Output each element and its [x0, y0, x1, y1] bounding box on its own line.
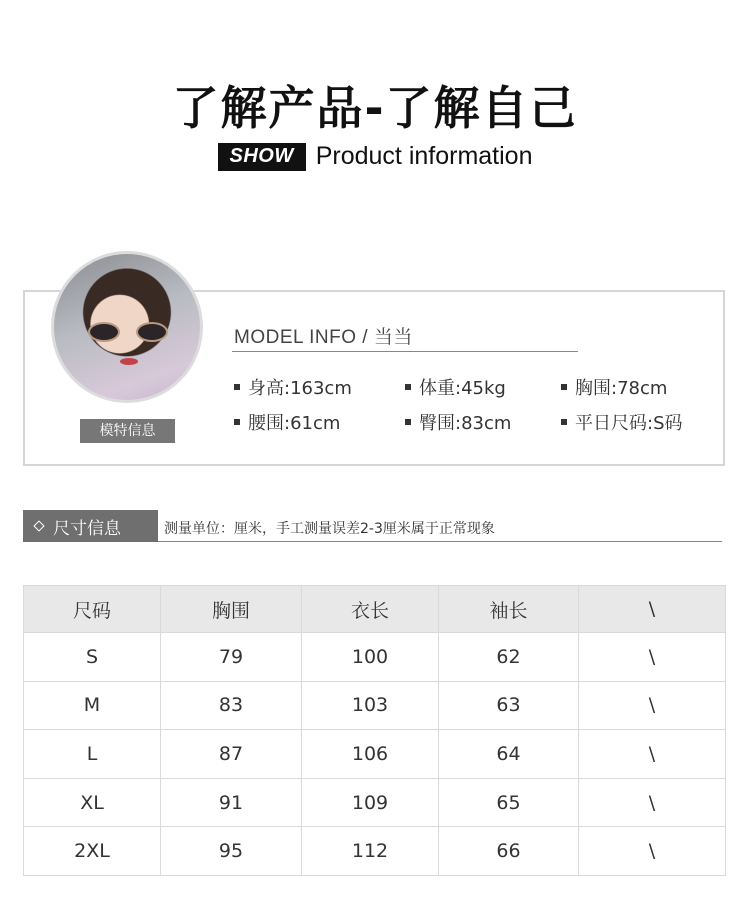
size-info-badge: 尺寸信息: [23, 510, 158, 542]
bullet-icon: [561, 419, 567, 425]
size-note-divider: [158, 541, 722, 542]
stat-usual-size: 平日尺码:S码: [561, 409, 683, 435]
header-cell-sleeve: 袖长: [439, 586, 579, 633]
table-header-row: [24, 586, 726, 633]
table-cell: 79: [161, 633, 302, 682]
table-cell: 103: [302, 681, 439, 730]
bullet-icon: [234, 419, 240, 425]
table-cell: M: [24, 681, 161, 730]
table-cell: 62: [439, 633, 579, 682]
table-cell: 65: [439, 778, 579, 827]
subtitle-row: [0, 142, 750, 171]
bullet-icon: [234, 384, 240, 390]
size-note: 测量单位：厘米，手工测量误差2-3厘米属于正常现象: [164, 521, 495, 537]
model-heading-divider: [232, 351, 578, 352]
bullet-icon: [561, 384, 567, 390]
table-row: [24, 730, 726, 779]
stat-weight: 体重:45kg: [405, 374, 506, 400]
table-cell: 106: [302, 730, 439, 779]
table-row: [24, 681, 726, 730]
stat-waist: 腰围:61cm: [234, 409, 340, 435]
bullet-icon: [405, 419, 411, 425]
table-cell: \: [579, 778, 726, 827]
table-cell: 95: [161, 827, 302, 876]
stat-height: 身高:163cm: [234, 374, 352, 400]
table-cell: \: [579, 827, 726, 876]
table-row: [24, 633, 726, 682]
table-cell: 63: [439, 681, 579, 730]
table-cell: 66: [439, 827, 579, 876]
stat-bust: 胸围:78cm: [561, 374, 667, 400]
table-row: [24, 778, 726, 827]
sunglasses-graphic: [88, 322, 168, 342]
table-row: [24, 827, 726, 876]
bullet-icon: [405, 384, 411, 390]
table-cell: L: [24, 730, 161, 779]
model-avatar: [51, 251, 203, 403]
table-cell: \: [579, 681, 726, 730]
table-cell: \: [579, 730, 726, 779]
model-info-heading: MODEL INFO / 当当: [234, 327, 413, 348]
page-title: 了解产品-了解自己: [172, 81, 578, 135]
stat-hip: 臀围:83cm: [405, 409, 511, 435]
subtitle-text: Product information: [315, 142, 533, 170]
header-cell-length: 衣长: [302, 586, 439, 633]
table-cell: 64: [439, 730, 579, 779]
size-table: [23, 585, 726, 876]
table-cell: \: [579, 633, 726, 682]
diamond-icon: [33, 520, 44, 531]
table-cell: 2XL: [24, 827, 161, 876]
header-cell-empty: \: [579, 586, 726, 633]
table-cell: 87: [161, 730, 302, 779]
table-cell: 91: [161, 778, 302, 827]
header-cell-bust: 胸围: [161, 586, 302, 633]
header-cell-size: 尺码: [24, 586, 161, 633]
lips-graphic: [120, 358, 138, 365]
show-badge: SHOW: [218, 143, 306, 171]
table-cell: 100: [302, 633, 439, 682]
model-tag: 模特信息: [80, 419, 175, 443]
table-cell: XL: [24, 778, 161, 827]
table-cell: S: [24, 633, 161, 682]
table-cell: 109: [302, 778, 439, 827]
table-cell: 112: [302, 827, 439, 876]
table-cell: 83: [161, 681, 302, 730]
